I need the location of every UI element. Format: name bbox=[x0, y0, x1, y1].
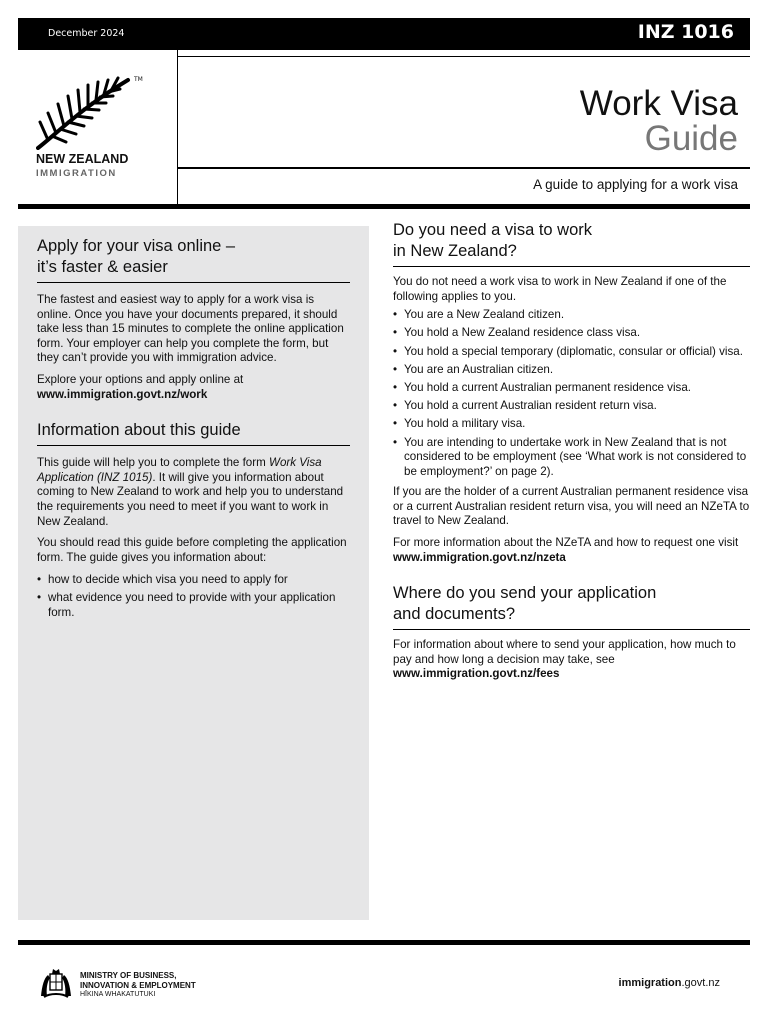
list-item: • You are an Australian citizen. bbox=[393, 363, 750, 378]
mbie-text bbox=[80, 971, 196, 1000]
footer-rule bbox=[18, 940, 750, 945]
need-visa-nzeta-text: If you are the holder of a current Australian permanent residence visa or a current Australian resident return visa, you will need an NZeTA to travel to New Zealand. bbox=[393, 485, 750, 528]
need-visa-heading: Do you need a visa to work in New Zealand? bbox=[393, 220, 750, 267]
left-column bbox=[37, 236, 350, 620]
mbie-line-3: HĪKINA WHAKATUTUKI bbox=[80, 991, 156, 999]
page-subtitle: A guide to applying for a work visa bbox=[533, 177, 738, 192]
header-rule-bottom bbox=[18, 204, 750, 209]
send-application-heading: Where do you send your application and documents? bbox=[393, 583, 750, 630]
trademark-symbol: TM bbox=[134, 76, 143, 83]
list-item: • You hold a New Zealand residence class visa. bbox=[393, 326, 750, 341]
list-item: • You hold a current Australian resident return visa. bbox=[393, 399, 750, 414]
header-rule-top bbox=[178, 56, 750, 57]
form-code: INZ 1016 bbox=[637, 21, 734, 43]
mbie-line-1: MINISTRY OF BUSINESS, bbox=[80, 971, 177, 980]
header-rule-middle bbox=[178, 167, 750, 169]
top-bar bbox=[18, 18, 750, 50]
silver-fern-icon bbox=[36, 76, 136, 150]
logo-text-immigration: IMMIGRATION bbox=[36, 168, 117, 179]
list-item: • You are a New Zealand citizen. bbox=[393, 308, 750, 323]
list-item: • You are intending to undertake work in New Zealand that is not considered to be employment (see ‘What work is not considered to be employment?’ on page 2). bbox=[393, 436, 750, 480]
apply-online-explore: Explore your options and apply online at www.immigration.govt.nz/work bbox=[37, 372, 244, 401]
apply-online-heading: Apply for your visa online – it’s faster & easier bbox=[37, 236, 350, 283]
need-visa-list bbox=[393, 308, 750, 479]
header-divider-vertical bbox=[177, 50, 178, 206]
nz-coat-of-arms-icon bbox=[38, 966, 74, 1000]
info-guide-heading: Information about this guide bbox=[37, 420, 350, 446]
list-item: • You hold a military visa. bbox=[393, 417, 750, 432]
need-visa-more-info: For more information about the NZeTA and how to request one visit www.immigration.govt.nz/nzeta bbox=[393, 536, 739, 564]
page-title-guide: Guide bbox=[644, 119, 738, 158]
nz-immigration-logo bbox=[36, 76, 146, 184]
form-reference: Work Visa Application (INZ 1015) bbox=[37, 456, 322, 484]
list-item: • what evidence you need to provide with your application form. bbox=[37, 591, 350, 620]
page-title: Work Visa bbox=[579, 84, 738, 123]
send-application-text: For information about where to send your application, how much to pay and how long a decision may take, see www.immigration.govt.nz/fees bbox=[393, 638, 736, 681]
need-visa-intro: You do not need a work visa to work in New Zealand if one of the following applies to you. bbox=[393, 275, 727, 303]
info-guide-text-2: You should read this guide before completing the application form. The guide gives you information about: bbox=[37, 536, 347, 564]
list-item: • You hold a current Australian permanent residence visa. bbox=[393, 381, 750, 396]
apply-online-text: The fastest and easiest way to apply for a work visa is online. Once you have your documents prepared, it should take less than 15 minutes to complete the online application form. Your employer can help you complete the form, but they can’t provide you with immigration advice. bbox=[37, 293, 344, 365]
right-column bbox=[393, 220, 750, 682]
nzeta-link[interactable]: www.immigration.govt.nz/nzeta bbox=[393, 550, 566, 564]
info-guide-text: This guide will help you to complete the form Work Visa Application (INZ 1015). It will give you information about coming to New Zealand to work and help you to understand the requirements you need to meet if you want to work in New Zealand. bbox=[37, 456, 344, 528]
issue-date: December 2024 bbox=[48, 28, 125, 39]
list-item: • how to decide which visa you need to apply for bbox=[37, 573, 350, 588]
footer-website-link[interactable]: immigration.govt.nz bbox=[618, 977, 720, 989]
list-item: • You hold a special temporary (diplomatic, consular or official) visa. bbox=[393, 345, 750, 360]
logo-text-new-zealand: NEW ZEALAND bbox=[36, 152, 129, 166]
mbie-line-2: INNOVATION & EMPLOYMENT bbox=[80, 980, 196, 990]
apply-online-link[interactable]: www.immigration.govt.nz/work bbox=[37, 387, 208, 401]
info-guide-list bbox=[37, 573, 350, 620]
fees-link[interactable]: www.immigration.govt.nz/fees bbox=[393, 667, 560, 681]
